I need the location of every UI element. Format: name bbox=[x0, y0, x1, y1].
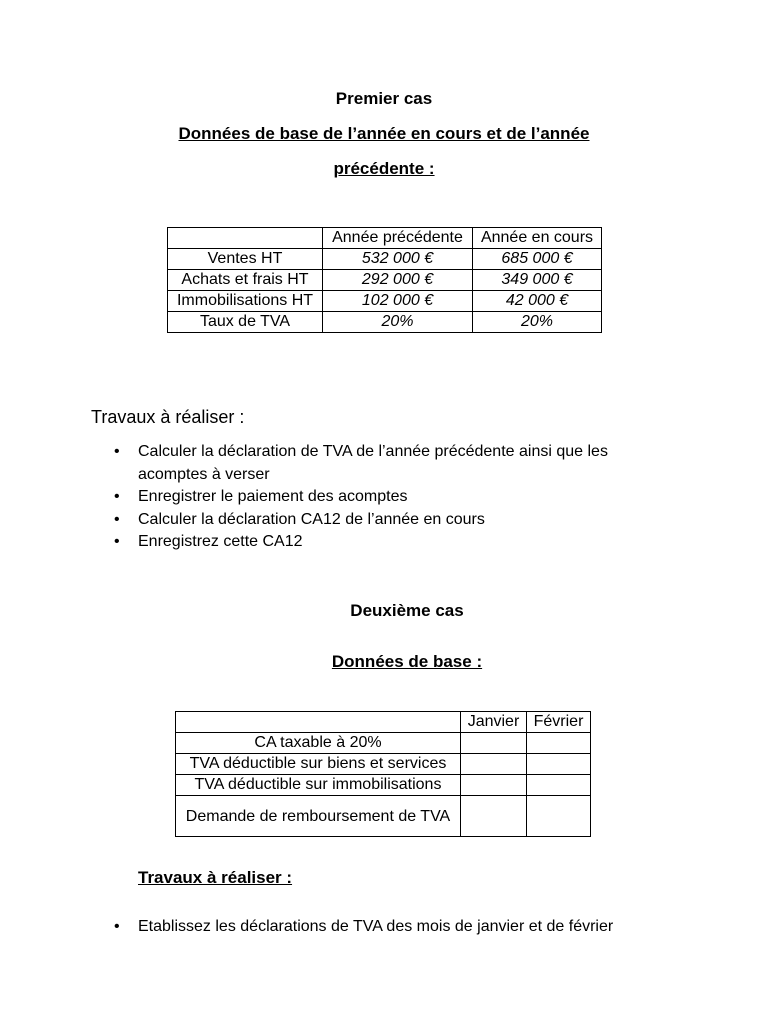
case2-title: Deuxième cas bbox=[350, 601, 464, 620]
bullet-icon: • bbox=[114, 918, 120, 935]
row-label: Demande de remboursement de TVA bbox=[176, 796, 461, 837]
case1-subtitle-line1: Données de base de l’année en cours et de l’année bbox=[178, 124, 590, 143]
bullet-icon: • bbox=[114, 533, 120, 550]
table-cell: 42 000 € bbox=[473, 291, 602, 312]
table-cell: 292 000 € bbox=[323, 270, 473, 291]
table-header-cell: Février bbox=[527, 712, 591, 733]
row-label: Immobilisations HT bbox=[168, 291, 323, 312]
table-header-cell: Année précédente bbox=[323, 228, 473, 249]
list-item bbox=[114, 441, 654, 486]
list-item bbox=[114, 916, 674, 939]
table-cell: 20% bbox=[323, 312, 473, 333]
table-cell bbox=[461, 733, 527, 754]
case1-tasks-heading: Travaux à réaliser : bbox=[91, 407, 245, 427]
table-row bbox=[168, 291, 602, 312]
case1-subtitle-line2: précédente : bbox=[333, 159, 435, 178]
table-cell: 20% bbox=[473, 312, 602, 333]
row-label: CA taxable à 20% bbox=[176, 733, 461, 754]
table-cell bbox=[527, 796, 591, 837]
table-cell: 349 000 € bbox=[473, 270, 602, 291]
table-row bbox=[168, 312, 602, 333]
table-header-cell bbox=[168, 228, 323, 249]
bullet-icon: • bbox=[114, 443, 120, 460]
table-cell bbox=[461, 796, 527, 837]
table-row bbox=[176, 796, 591, 837]
case1-title: Premier cas bbox=[335, 89, 433, 108]
table-cell bbox=[461, 754, 527, 775]
list-item-text: Calculer la déclaration de TVA de l’année précédente ainsi que les acomptes à verser bbox=[138, 443, 608, 483]
row-label: Ventes HT bbox=[168, 249, 323, 270]
table-cell bbox=[527, 754, 591, 775]
row-label: TVA déductible sur immobilisations bbox=[176, 775, 461, 796]
table-header-row bbox=[176, 712, 591, 733]
bullet-icon: • bbox=[114, 510, 120, 528]
list-item bbox=[114, 531, 654, 554]
table-cell bbox=[527, 733, 591, 754]
table-row bbox=[176, 775, 591, 796]
table-cell: 532 000 € bbox=[323, 249, 473, 270]
case2-data-table bbox=[175, 711, 591, 837]
table-header-cell bbox=[176, 712, 461, 733]
table-cell bbox=[527, 775, 591, 796]
table-cell: 685 000 € bbox=[473, 249, 602, 270]
table-row bbox=[168, 270, 602, 291]
case2-tasks-heading: Travaux à réaliser : bbox=[138, 868, 293, 887]
list-item bbox=[114, 486, 654, 509]
row-label: Achats et frais HT bbox=[168, 270, 323, 291]
list-item-text: Calculer la déclaration CA12 de l’année en cours bbox=[138, 510, 485, 528]
list-item-text: Etablissez les déclarations de TVA des mois de janvier et de février bbox=[138, 918, 614, 935]
list-item-text: Enregistrer le paiement des acomptes bbox=[138, 488, 408, 505]
row-label: TVA déductible sur biens et services bbox=[176, 754, 461, 775]
case2-task-list bbox=[114, 916, 674, 939]
bullet-icon: • bbox=[114, 488, 120, 505]
list-item bbox=[114, 509, 654, 532]
case1-task-list bbox=[114, 441, 654, 554]
table-header-row bbox=[168, 228, 602, 249]
table-cell: 102 000 € bbox=[323, 291, 473, 312]
table-row bbox=[176, 754, 591, 775]
table-row bbox=[176, 733, 591, 754]
case1-data-table bbox=[167, 227, 602, 333]
list-item-text: Enregistrez cette CA12 bbox=[138, 533, 303, 550]
table-row bbox=[168, 249, 602, 270]
table-header-cell: Janvier bbox=[461, 712, 527, 733]
row-label: Taux de TVA bbox=[168, 312, 323, 333]
table-cell bbox=[461, 775, 527, 796]
table-header-cell: Année en cours bbox=[473, 228, 602, 249]
case2-subtitle: Données de base : bbox=[331, 652, 483, 671]
